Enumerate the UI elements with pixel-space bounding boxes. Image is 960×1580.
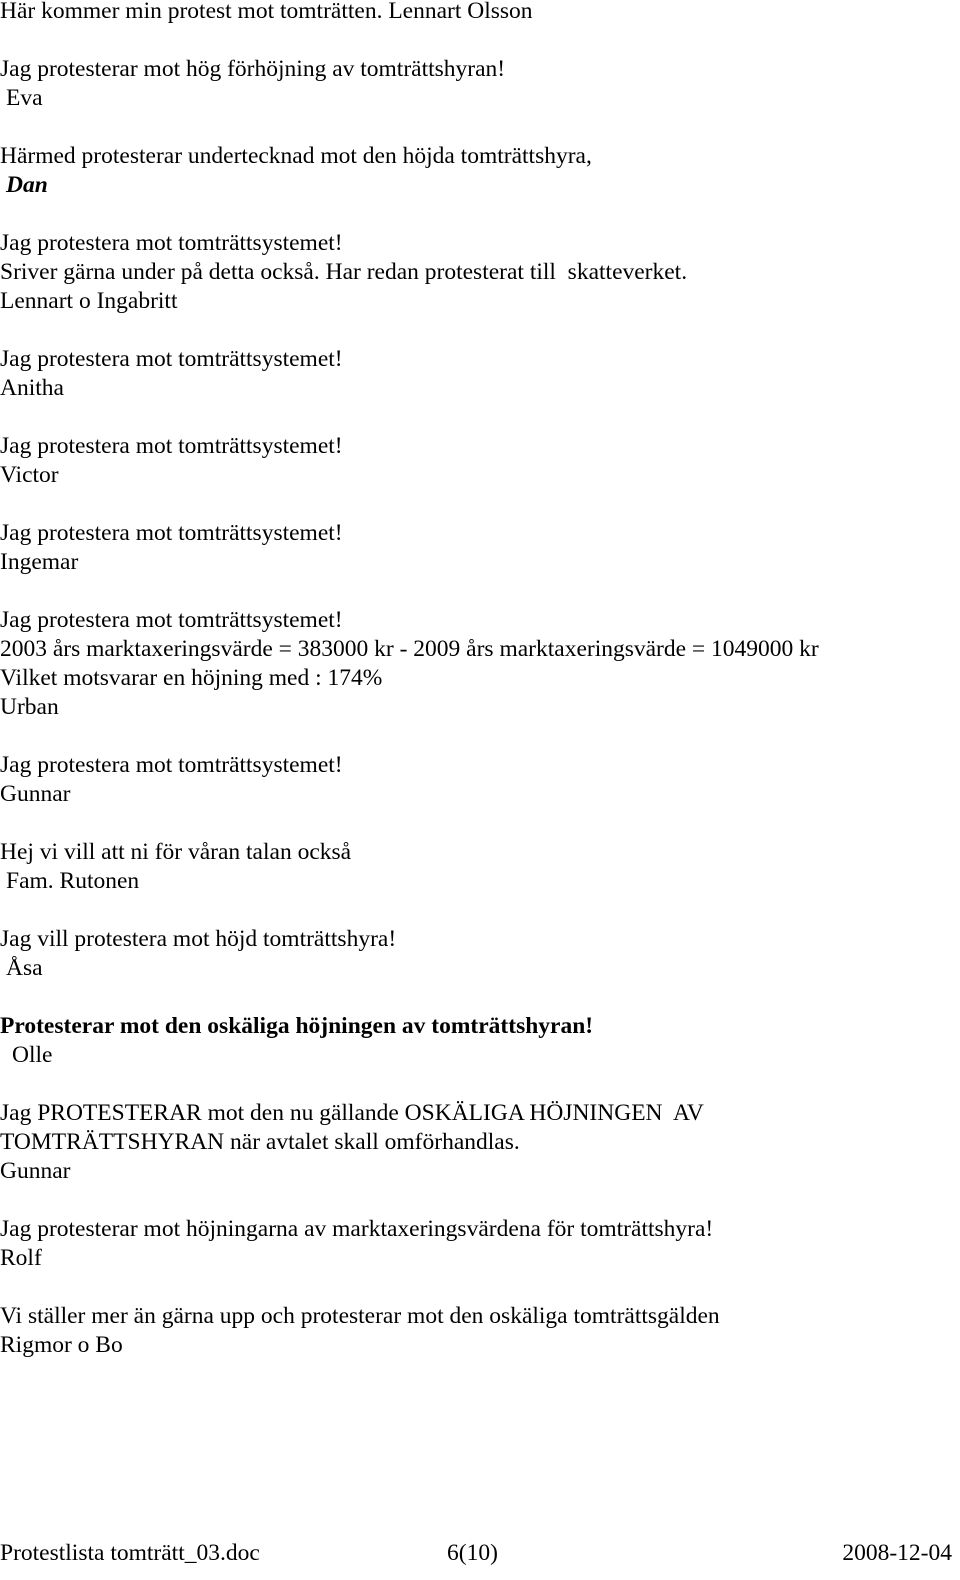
- protest-entry: [0, 1302, 955, 1360]
- signature: Ingemar: [0, 549, 79, 575]
- protest-text: Jag vill protestera mot höjd tomträttshyra!: [0, 926, 397, 952]
- protest-text: 2003 års marktaxeringsvärde = 383000 kr - 2009 års marktaxeringsvärde = 1049000 kr: [0, 636, 819, 662]
- protest-text: Jag protesterar mot hög förhöjning av tomträttshyran!: [0, 56, 506, 82]
- signature: Anitha: [0, 375, 64, 401]
- protest-entry: [0, 142, 955, 200]
- protest-text: Protesterar mot den oskäliga höjningen av tomträttshyran!: [0, 1013, 594, 1039]
- protest-text: Jag protestera mot tomträttsystemet!: [0, 752, 343, 778]
- signature: Åsa: [6, 955, 43, 981]
- signature: Victor: [0, 462, 59, 488]
- protest-text: Jag protestera mot tomträttsystemet!: [0, 346, 343, 372]
- protest-text: Vi ställer mer än gärna upp och protesterar mot den oskäliga tomträttsgälden: [0, 1303, 720, 1329]
- signature: Lennart o Ingabritt: [0, 288, 178, 314]
- signature: Dan: [6, 172, 48, 198]
- protest-entry: [0, 606, 955, 722]
- page-footer: [0, 1538, 952, 1568]
- footer-filename: Protestlista tomträtt_03.doc: [0, 1540, 260, 1566]
- protest-text: Jag protestera mot tomträttsystemet!: [0, 607, 343, 633]
- protest-text: Vilket motsvarar en höjning med : 174%: [0, 665, 383, 691]
- protest-entry: [0, 519, 955, 577]
- protest-text: Här kommer min protest mot tomträtten. Lennart Olsson: [0, 0, 533, 24]
- protest-entry: [0, 1099, 955, 1186]
- protest-text: TOMTRÄTTSHYRAN när avtalet skall omförhandlas.: [0, 1129, 520, 1155]
- signature: Fam. Rutonen: [6, 868, 140, 894]
- protest-entry: [0, 1215, 955, 1273]
- protest-text: Hej vi vill att ni för våran talan också: [0, 839, 352, 865]
- footer-page-number: 6(10): [447, 1540, 498, 1566]
- signature: Olle: [12, 1042, 53, 1068]
- protest-entry: [0, 925, 955, 983]
- signature: Rolf: [0, 1245, 42, 1271]
- footer-date: 2008-12-04: [842, 1540, 952, 1566]
- protest-text: Jag protestera mot tomträttsystemet!: [0, 433, 343, 459]
- protest-entry: [0, 345, 955, 403]
- signature: Urban: [0, 694, 59, 720]
- protest-text: Jag PROTESTERAR mot den nu gällande OSKÄLIGA HÖJNINGEN AV: [0, 1100, 704, 1126]
- protest-text: Jag protesterar mot höjningarna av marktaxeringsvärdena för tomträttshyra!: [0, 1216, 714, 1242]
- protest-entry: [0, 229, 955, 316]
- signature: Eva: [6, 85, 43, 111]
- protest-text: Jag protestera mot tomträttsystemet!: [0, 230, 343, 256]
- signature: Gunnar: [0, 781, 71, 807]
- protest-text: Härmed protesterar undertecknad mot den höjda tomträttshyra,: [0, 143, 592, 169]
- protest-entry: [0, 55, 955, 113]
- signature: Rigmor o Bo: [0, 1332, 123, 1358]
- protest-text: Jag protestera mot tomträttsystemet!: [0, 520, 343, 546]
- protest-entry: [0, 838, 955, 896]
- protest-text: Sriver gärna under på detta också. Har redan protesterat till skatteverket.: [0, 259, 688, 285]
- protest-entry: [0, 751, 955, 809]
- protest-entry: [0, 432, 955, 490]
- signature: Gunnar: [0, 1158, 71, 1184]
- protest-entry: [0, 1012, 955, 1070]
- protest-entry: [0, 0, 955, 26]
